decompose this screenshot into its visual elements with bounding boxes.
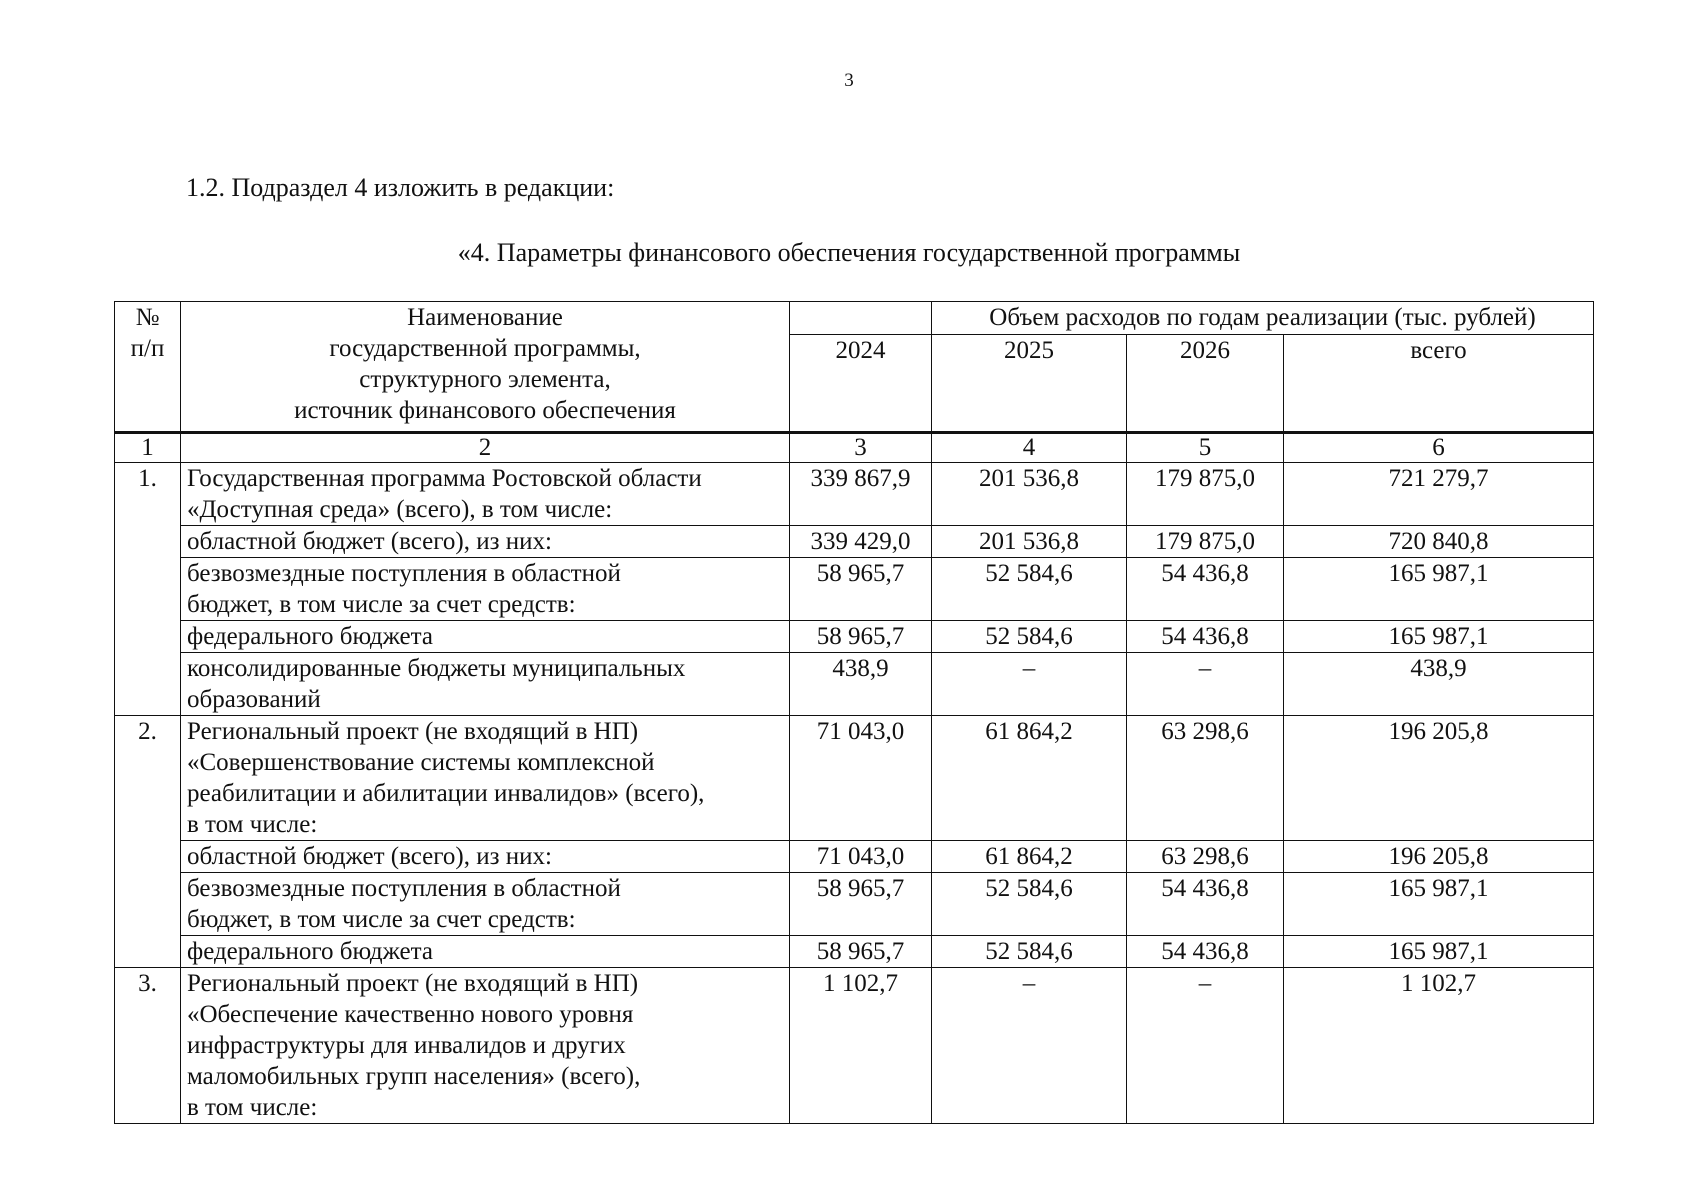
row-name: Региональный проект (не входящий в НП) «Совершенствование системы комплексной реабилитации и абилитации инвалидов» (всего), в том числе: bbox=[181, 716, 790, 841]
table-row bbox=[115, 841, 1594, 873]
column-index: 1 bbox=[115, 433, 181, 463]
header-row-1 bbox=[115, 302, 1594, 335]
table-row bbox=[115, 968, 1594, 1124]
value-total: 165 987,1 bbox=[1284, 621, 1594, 653]
value-2026: 179 875,0 bbox=[1127, 526, 1284, 558]
value-2024: 71 043,0 bbox=[790, 841, 932, 873]
value-2025: 52 584,6 bbox=[932, 873, 1127, 936]
value-2024: 438,9 bbox=[790, 653, 932, 716]
value-2026: 54 436,8 bbox=[1127, 621, 1284, 653]
row-name: федерального бюджета bbox=[181, 621, 790, 653]
row-name: областной бюджет (всего), из них: bbox=[181, 841, 790, 873]
column-index: 4 bbox=[932, 433, 1127, 463]
value-2026: 63 298,6 bbox=[1127, 841, 1284, 873]
value-2025: 61 864,2 bbox=[932, 716, 1127, 841]
value-2025: 52 584,6 bbox=[932, 621, 1127, 653]
value-2026: 54 436,8 bbox=[1127, 873, 1284, 936]
header-year-2026: 2026 bbox=[1127, 335, 1284, 433]
intro-paragraph: 1.2. Подраздел 4 изложить в редакции: bbox=[186, 173, 615, 202]
table-row bbox=[115, 463, 1594, 526]
value-2026: – bbox=[1127, 653, 1284, 716]
table-row bbox=[115, 621, 1594, 653]
value-2024: 58 965,7 bbox=[790, 558, 932, 621]
row-name: консолидированные бюджеты муниципальных образований bbox=[181, 653, 790, 716]
value-2024: 58 965,7 bbox=[790, 621, 932, 653]
column-index: 2 bbox=[181, 433, 790, 463]
row-name: безвозмездные поступления в областной бюджет, в том числе за счет средств: bbox=[181, 558, 790, 621]
table-row bbox=[115, 716, 1594, 841]
section-title: «4. Параметры финансового обеспечения государственной программы bbox=[457, 238, 1241, 267]
header-year-2024: 2024 bbox=[790, 335, 932, 433]
value-2025: – bbox=[932, 653, 1127, 716]
row-number: 2. bbox=[115, 716, 181, 968]
row-name: федерального бюджета bbox=[181, 936, 790, 968]
value-2025: 52 584,6 bbox=[932, 558, 1127, 621]
value-total: 165 987,1 bbox=[1284, 936, 1594, 968]
financing-table bbox=[114, 301, 1594, 1124]
header-name: Наименование государственной программы, структурного элемента, источник финансового обеспечения bbox=[181, 302, 790, 433]
value-2024: 339 429,0 bbox=[790, 526, 932, 558]
value-2024: 339 867,9 bbox=[790, 463, 932, 526]
row-name: областной бюджет (всего), из них: bbox=[181, 526, 790, 558]
value-2026: – bbox=[1127, 968, 1284, 1124]
value-2026: 63 298,6 bbox=[1127, 716, 1284, 841]
value-2024: 1 102,7 bbox=[790, 968, 932, 1124]
value-total: 1 102,7 bbox=[1284, 968, 1594, 1124]
value-2026: 179 875,0 bbox=[1127, 463, 1284, 526]
row-number: 3. bbox=[115, 968, 181, 1124]
table-row bbox=[115, 526, 1594, 558]
table-row bbox=[115, 873, 1594, 936]
value-total: 721 279,7 bbox=[1284, 463, 1594, 526]
column-index: 6 bbox=[1284, 433, 1594, 463]
value-total: 165 987,1 bbox=[1284, 558, 1594, 621]
row-name: Государственная программа Ростовской области «Доступная среда» (всего), в том числе: bbox=[181, 463, 790, 526]
row-number: 1. bbox=[115, 463, 181, 716]
table-row bbox=[115, 653, 1594, 716]
header-num: № п/п bbox=[115, 302, 181, 433]
header-total: всего bbox=[1284, 335, 1594, 433]
header-year-2025: 2025 bbox=[932, 335, 1127, 433]
column-index: 5 bbox=[1127, 433, 1284, 463]
header-empty bbox=[790, 302, 932, 335]
value-2025: 201 536,8 bbox=[932, 526, 1127, 558]
value-2026: 54 436,8 bbox=[1127, 936, 1284, 968]
column-index-row bbox=[115, 433, 1594, 463]
header-volume: Объем расходов по годам реализации (тыс. рублей) bbox=[932, 302, 1594, 335]
table-row bbox=[115, 558, 1594, 621]
value-total: 438,9 bbox=[1284, 653, 1594, 716]
value-2026: 54 436,8 bbox=[1127, 558, 1284, 621]
value-2025: 52 584,6 bbox=[932, 936, 1127, 968]
value-2024: 58 965,7 bbox=[790, 873, 932, 936]
row-name: безвозмездные поступления в областной бюджет, в том числе за счет средств: bbox=[181, 873, 790, 936]
page-number: 3 bbox=[844, 70, 854, 91]
value-total: 720 840,8 bbox=[1284, 526, 1594, 558]
value-total: 165 987,1 bbox=[1284, 873, 1594, 936]
value-2025: 201 536,8 bbox=[932, 463, 1127, 526]
value-2025: 61 864,2 bbox=[932, 841, 1127, 873]
value-2024: 58 965,7 bbox=[790, 936, 932, 968]
value-2024: 71 043,0 bbox=[790, 716, 932, 841]
row-name: Региональный проект (не входящий в НП) «Обеспечение качественно нового уровня инфраструктуры для инвалидов и других маломобильных групп населения» (всего), в том числе: bbox=[181, 968, 790, 1124]
value-2025: – bbox=[932, 968, 1127, 1124]
value-total: 196 205,8 bbox=[1284, 841, 1594, 873]
value-total: 196 205,8 bbox=[1284, 716, 1594, 841]
table-row bbox=[115, 936, 1594, 968]
column-index: 3 bbox=[790, 433, 932, 463]
